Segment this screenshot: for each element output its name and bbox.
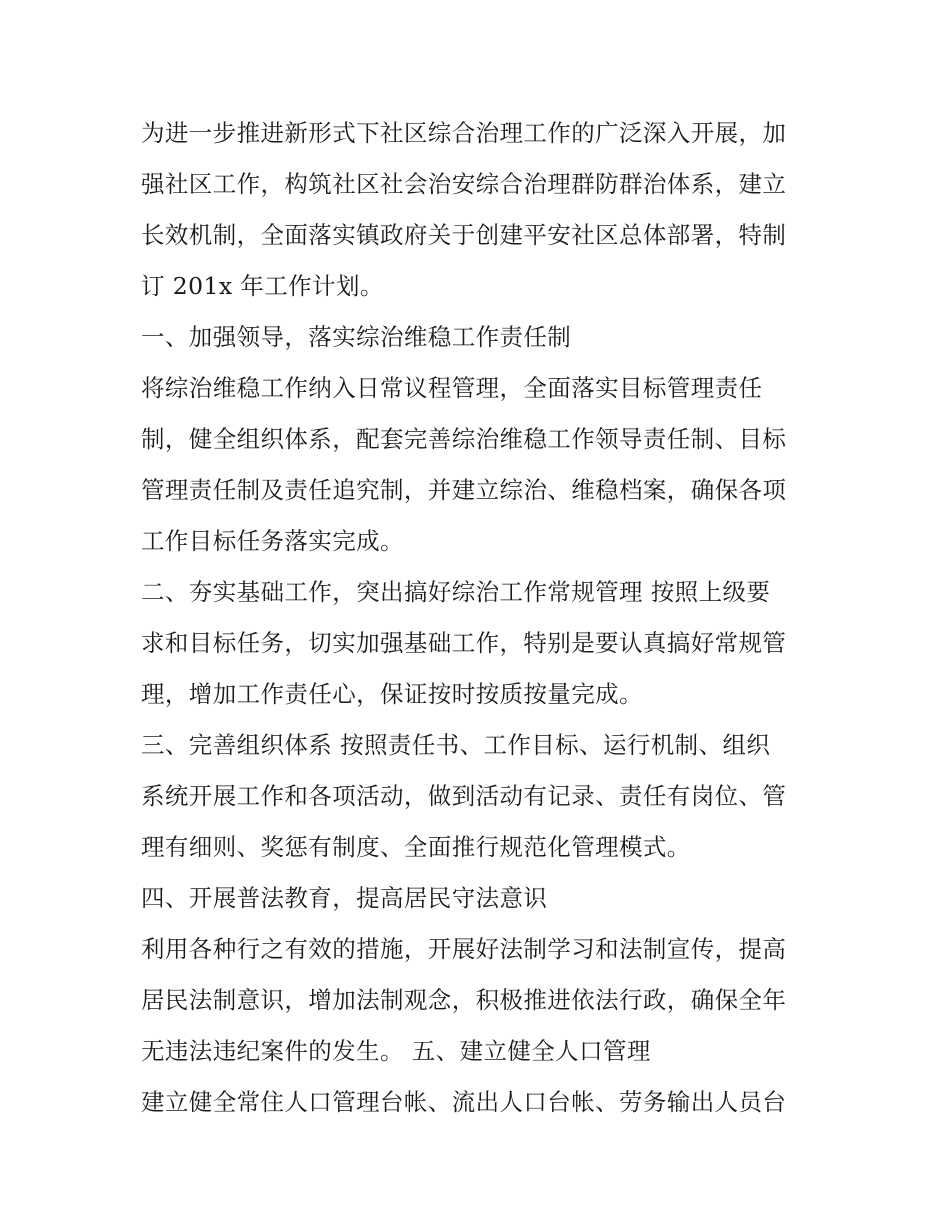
section-heading: 四、开展普法教育，提高居民守法意识 bbox=[141, 884, 548, 912]
body-line: 居民法制意识，增加法制观念，积极推进依法行政，确保全年 bbox=[141, 986, 787, 1014]
body-line: 建立健全常住人口管理台帐、流出人口台帐、劳务输出人员台 bbox=[141, 1088, 787, 1116]
body-line: 系统开展工作和各项活动，做到活动有记录、责任有岗位、管 bbox=[141, 782, 787, 810]
body-line: 强社区工作，构筑社区社会治安综合治理群防群治体系，建立 bbox=[141, 170, 787, 198]
body-line: 利用各种行之有效的措施，开展好法制学习和法制宣传，提高 bbox=[141, 935, 787, 963]
body-line: 管理责任制及责任追究制，并建立综治、维稳档案，确保各项 bbox=[141, 476, 787, 504]
document-body bbox=[141, 108, 811, 1128]
body-line: 理有细则、奖惩有制度、全面推行规范化管理模式。 bbox=[141, 833, 691, 861]
body-line: 将综治维稳工作纳入日常议程管理，全面落实目标管理责任 bbox=[141, 374, 763, 402]
section-heading: 三、完善组织体系 按照责任书、工作目标、运行机制、组织 bbox=[141, 731, 771, 759]
body-line: 工作目标任务落实完成。 bbox=[141, 527, 404, 555]
section-heading: 一、加强领导，落实综治维稳工作责任制 bbox=[141, 323, 572, 351]
body-line: 为进一步推进新形式下社区综合治理工作的广泛深入开展，加 bbox=[141, 119, 787, 147]
body-line: 订 201x 年工作计划。 bbox=[141, 272, 384, 300]
section-heading: 二、夯实基础工作，突出搞好综治工作常规管理 按照上级要 bbox=[141, 578, 771, 606]
body-line: 求和目标任务，切实加强基础工作，特别是要认真搞好常规管 bbox=[141, 629, 787, 657]
body-line: 制，健全组织体系，配套完善综治维稳工作领导责任制、目标 bbox=[141, 425, 787, 453]
body-line: 理，增加工作责任心，保证按时按质按量完成。 bbox=[141, 680, 643, 708]
body-line: 无违法违纪案件的发生。 五、建立健全人口管理 bbox=[141, 1037, 651, 1065]
body-line: 长效机制，全面落实镇政府关于创建平安社区总体部署，特制 bbox=[141, 221, 787, 249]
